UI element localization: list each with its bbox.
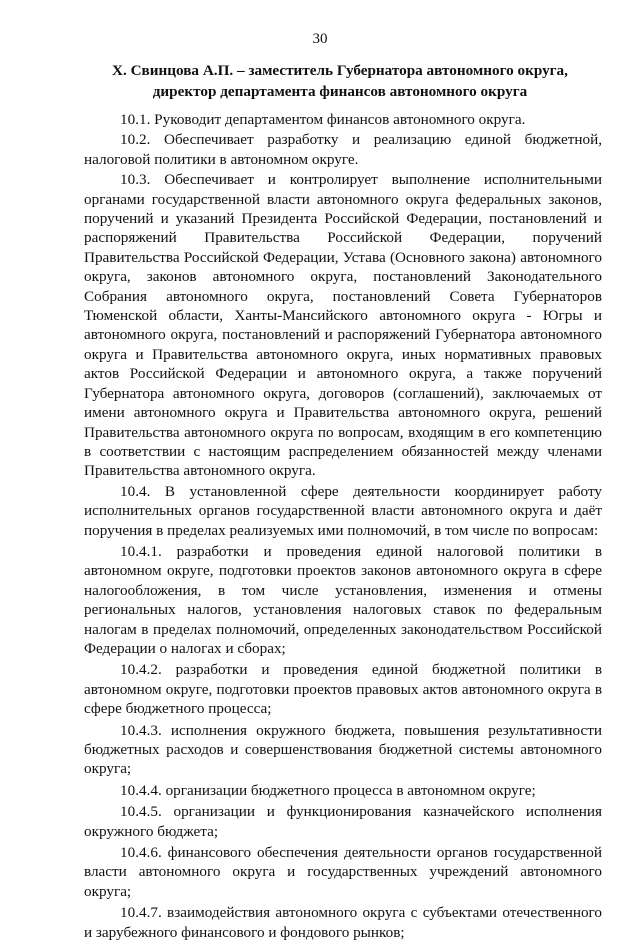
- section-title-line-2: директор департамента финансов автономного округа: [152, 83, 528, 100]
- paragraph-10-3: 10.3. Обеспечивает и контролирует выполнение исполнительными органами государственной власти автономного округа федеральных законов, поручений и указаний Президента Российской Федерации, постановлений и распоряжений Правительства Российской Федерации, поручений Правительства Российской Федерации, Устава (Основного закона) автономного округа, законов автономного округа, постановлений Законодательного Собрания автономного округа, постановлений Совета Губернаторов Тюменской области, Ханты-Мансийского автономного округа - Югры и автономного округа, постановлений и распоряжений Губернатора автономного округа и Правительства автономного округа, иных нормативных правовых актов Российской Федерации и автономного округа, а также поручений Губернатора автономного округа, договоров (соглашений), заключаемых от имени автономного округа и Правительства автономного округа, решений Правительства автономного округа по вопросам, входящим в его компетенцию в соответствии с настоящим распределением обязанностей между членами Правительства автономного округа.: [84, 171, 602, 480]
- subitem-10-4-6: 10.4.6. финансового обеспечения деятельности органов государственной власти автономного округа и государственных учреждений автономного округа;: [84, 844, 602, 900]
- subitem-10-4-4: 10.4.4. организации бюджетного процесса в автономном округе;: [120, 781, 536, 799]
- section-title-line-1: Х. Свинцова А.П. – заместитель Губернатора автономного округа,: [112, 62, 568, 79]
- subitem-10-4-1: 10.4.1. разработки и проведения единой налоговой политики в автономном округе, подготовки проектов законов автономного округа в сфере налогообложения, в том числе установления, изменения и отмены региональных налогов, установления налоговых ставок по федеральным налогам в пределах полномочий, определенных законодательством Российской Федерации о налогах и сборах;: [84, 542, 602, 657]
- page-number: 30: [312, 31, 328, 47]
- document-body: [84, 110, 602, 942]
- paragraph-10-1: 10.1. Руководит департаментом финансов автономного округа.: [120, 111, 526, 128]
- subitem-10-4-2: 10.4.2. разработки и проведения единой бюджетной политики в автономном округе, подготовки проектов правовых актов автономного округа в сфере бюджетного процесса;: [84, 661, 602, 718]
- subitem-10-4-5: 10.4.5. организации и функционирования казначейского исполнения окружного бюджета;: [84, 803, 602, 840]
- section-title: [80, 60, 600, 102]
- subitem-10-4-7: 10.4.7. взаимодействия автономного округа с субъектами отечественного и зарубежного финансового и фондового рынков;: [84, 904, 602, 941]
- subitem-10-4-3: 10.4.3. исполнения окружного бюджета, повышения результативности бюджетных расходов и совершенствования бюджетной системы автономного округа;: [84, 721, 602, 778]
- paragraph-10-2: 10.2. Обеспечивает разработку и реализацию единой бюджетной, налоговой политики в автономном округе.: [84, 131, 602, 168]
- paragraph-10-4: 10.4. В установленной сфере деятельности координирует работу исполнительных органов государственной власти автономного округа и даёт поручения в пределах реализуемых ими полномочий, в том числе по вопросам:: [84, 482, 602, 539]
